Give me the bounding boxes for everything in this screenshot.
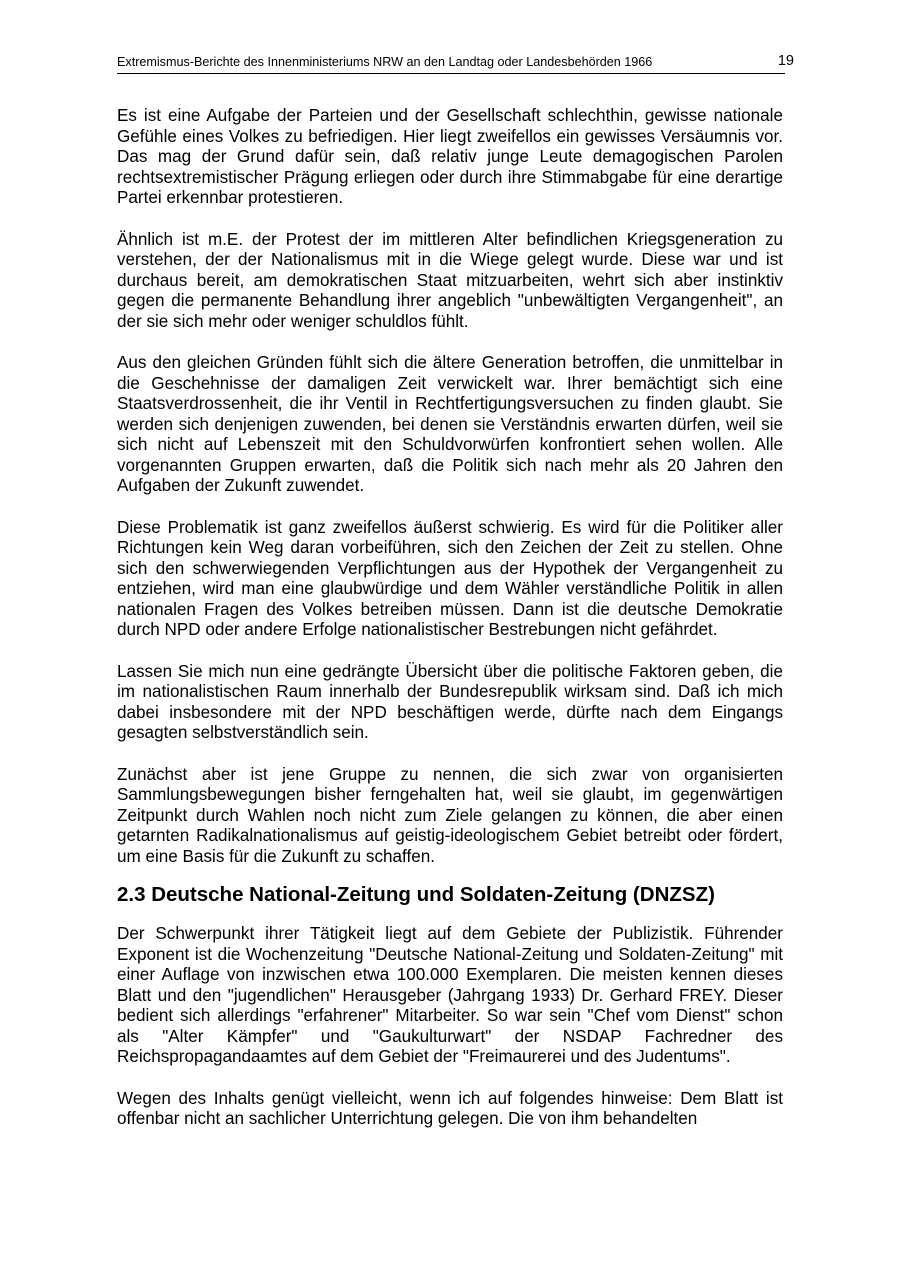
page-number: 19 bbox=[777, 53, 794, 69]
paragraph: Ähnlich ist m.E. der Protest der im mittleren Alter befindlichen Kriegsgeneration zu verstehen, der der Nationalismus mit in die Wiege gelegt wurde. Diese war und ist durchaus bereit, am demokratischen Staat mitzuarbeiten, wehrt sich aber instinktiv gegen die permanente Behandlung ihrer angeblich "unbewältigten Vergangenheit", an der sie sich mehr oder weniger schuldlos fühlt. bbox=[117, 229, 783, 331]
running-header bbox=[117, 53, 794, 74]
header-title: Extremismus-Berichte des Innenministeriums NRW an den Landtag oder Landesbehörden 1966 bbox=[117, 55, 653, 69]
paragraph: Diese Problematik ist ganz zweifellos äußerst schwierig. Es wird für die Politiker aller Richtungen kein Weg daran vorbeiführen, sich den Zeichen der Zeit zu stellen. Ohne sich den schwerwiegenden Verpflichtungen aus der Hypothek der Vergangenheit zu entziehen, wird man eine glaubwürdige und dem Wähler verständliche Politik in allen nationalen Fragen des Volkes betreiben müssen. Dann ist die deutsche Demokratie durch NPD oder andere Erfolge nationalistischer Bestrebungen nicht gefährdet. bbox=[117, 517, 783, 639]
paragraph: Aus den gleichen Gründen fühlt sich die ältere Generation betroffen, die unmittelbar in die Geschehnisse der damaligen Zeit verwickelt war. Ihrer bemächtigt sich eine Staatsverdrossenheit, die ihr Ventil in Rechtfertigungsversuchen zu finden glaubt. Sie werden sich denjenigen zuwenden, bei denen sie Verständnis erwarten dürfen, weil sie sich nicht auf Lebenszeit mit den Schuldvorwürfen konfrontiert sehen wollen. Alle vorgenannten Gruppen erwarten, daß die Politik sich nach mehr als 20 Jahren den Aufgaben der Zukunft zuwendet. bbox=[117, 353, 783, 495]
paragraph: Lassen Sie mich nun eine gedrängte Übersicht über die politische Faktoren geben, die im nationalistischen Raum innerhalb der Bundesrepublik wirksam sind. Daß ich mich dabei insbesondere mit der NPD beschäftigen werde, dürfte nach dem Eingangs gesagten selbstverständlich sein. bbox=[117, 661, 783, 742]
section-heading: 2.3 Deutsche National-Zeitung und Soldaten-Zeitung (DNZSZ) bbox=[117, 883, 715, 906]
paragraph: Es ist eine Aufgabe der Parteien und der Gesellschaft schlechthin, gewisse nationale Gefühle eines Volkes zu befriedigen. Hier liegt zweifellos ein gewisses Versäumnis vor. Das mag der Grund dafür sein, daß relativ junge Leute demagogischen Parolen rechtsextremistischer Prägung erliegen oder durch ihre Stimmabgabe für eine derartige Partei erkennbar protestieren. bbox=[117, 106, 783, 207]
paragraph: Der Schwerpunkt ihrer Tätigkeit liegt auf dem Gebiete der Publizistik. Führender Exponent ist die Wochenzeitung "Deutsche National-Zeitung und Soldaten-Zeitung" mit einer Auflage von inzwischen etwa 100.000 Exemplaren. Die meisten kennen dieses Blatt und den "jugendlichen" Herausgeber (Jahrgang 1933) Dr. Gerhard FREY. Dieser bedient sich allerdings "erfahrener" Mitarbeiter. So war sein "Chef vom Dienst" schon als "Alter Kämpfer" und "Gaukulturwart" der NSDAP Fachredner des Reichspropagandaamtes auf dem Gebiet der "Freimaurerei und des Judentums". bbox=[117, 924, 783, 1066]
paragraph: Zunächst aber ist jene Gruppe zu nennen, die sich zwar von organisierten Sammlungsbewegungen bisher ferngehalten hat, weil sie glaubt, im gegenwärtigen Zeitpunkt durch Wahlen noch nicht zum Ziele gelangen zu können, die aber einen getarnten Radikalnationalismus auf geistig-ideologischem Gebiet betreibt oder fördert, um eine Basis für die Zukunft zu schaffen. bbox=[117, 764, 783, 866]
paragraph: Wegen des Inhalts genügt vielleicht, wenn ich auf folgendes hinweise: Dem Blatt ist offenbar nicht an sachlicher Unterrichtung gelegen. Die von ihm behandelten bbox=[117, 1088, 783, 1128]
body-text bbox=[117, 106, 783, 1130]
